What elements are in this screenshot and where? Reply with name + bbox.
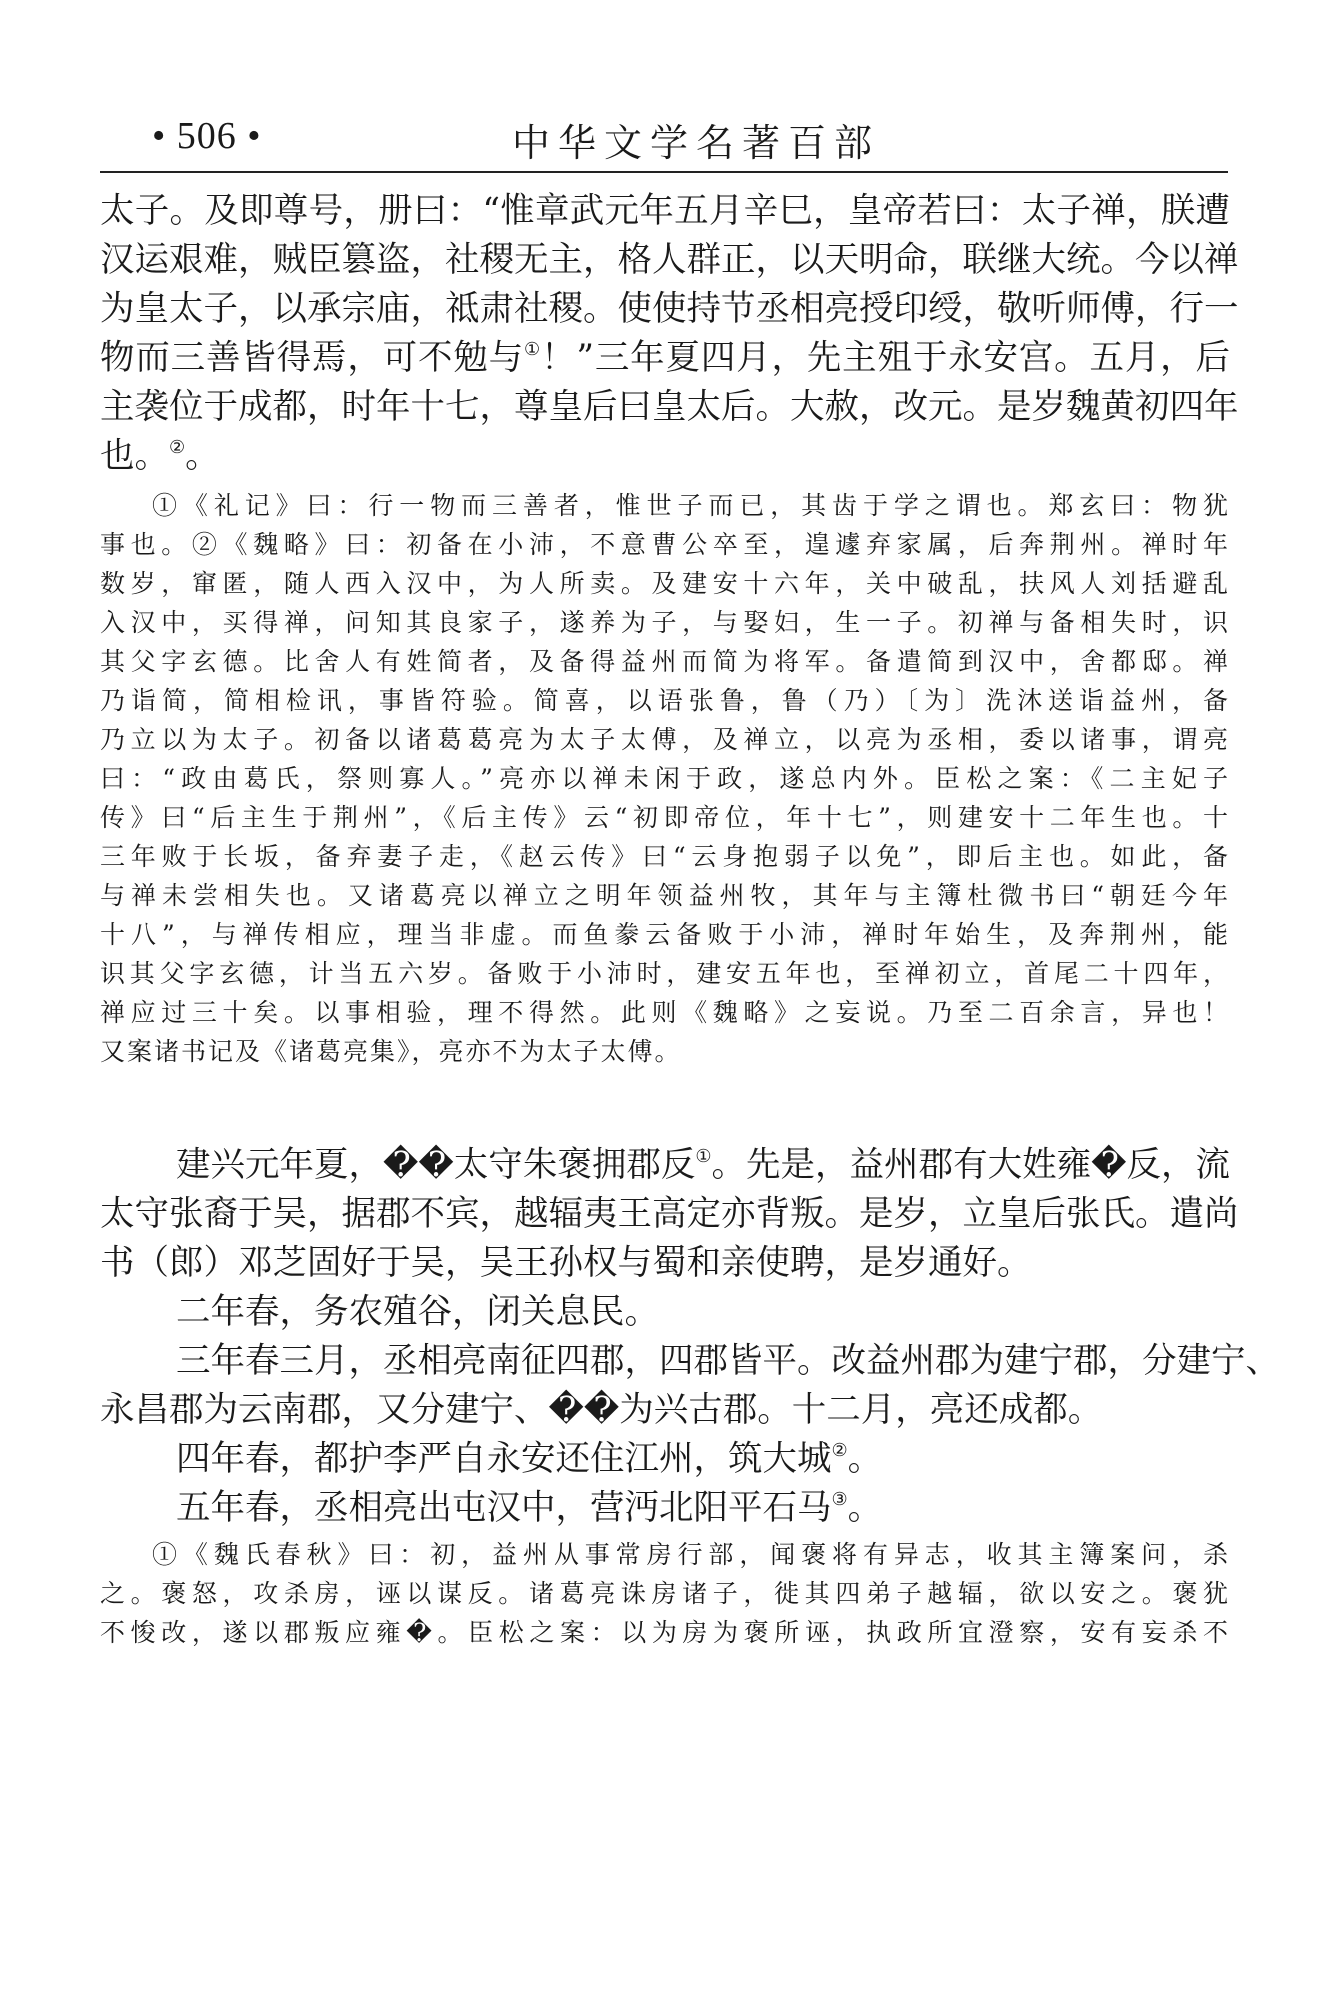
note-line: 事也。②《魏略》曰：初备在小沛，不意曹公卒至，遑遽弃家属，后奔荆州。禅时年: [100, 530, 1230, 559]
note-line: 传》曰“后主生于荆州”，《后主传》云“初即帝位，年十七”，则建安十二年生也。十: [100, 803, 1230, 832]
note-line: 又案诸书记及《诸葛亮集》，亮亦不为太子太傅。: [100, 1037, 682, 1066]
footnote-marker: ②: [169, 437, 186, 458]
book-title: 中华文学名著百部: [512, 121, 881, 165]
note-line: 之。褒怒，攻杀房，诬以谋反。诸葛亮诛房诸子，徙其四弟子越辐，欲以安之。褒犹: [100, 1579, 1230, 1608]
text-line: 汉运艰难，贼臣篡盗，社稷无主，格人群正，以天明命，联继大统。今以禅: [100, 240, 1239, 280]
page-number: • 506 •: [152, 115, 262, 157]
text-line: 书（郎）邓芝固好于吴，吴王孙权与蜀和亲使聘，是岁通好。: [100, 1243, 1032, 1283]
note-line: 三年败于长坂，备弃妻子走，《赵云传》曰“云身抱弱子以免”，即后主也。如此，备: [100, 842, 1230, 871]
text-line: 为皇太子，以承宗庙，祗肃社稷。使使持节丞相亮授印绶，敬听师傅，行一: [100, 289, 1239, 329]
note-line: 识其父字玄德，计当五六岁。备败于小沛时，建安五年也，至禅初立，首尾二十四年，: [100, 959, 1230, 988]
footnote-marker: ①: [695, 1146, 712, 1167]
note-line: ①《魏氏春秋》曰：初，益州从事常房行部，闻褒将有异志，收其主簿案问，杀: [152, 1540, 1230, 1569]
page-header: [100, 108, 1230, 170]
note-line: 乃诣简，简相检讯，事皆符验。简喜，以语张鲁，鲁（乃）〔为〕洗沐送诣益州，备: [100, 686, 1230, 715]
note-line: 不悛改，遂以郡叛应雍�。臣松之案：以为房为褒所诬，执政所宜澄察，安有妄杀不: [100, 1618, 1230, 1647]
text-line: 主袭位于成都，时年十七，尊皇后曰皇太后。大赦，改元。是岁魏黄初四年: [100, 387, 1239, 427]
note-line: 乃立以为太子。初备以诸葛葛亮为太子太傅，及禅立，以亮为丞相，委以诸事，谓亮: [100, 725, 1230, 754]
footnote-marker: ①: [524, 339, 542, 360]
note-line: 禅应过三十矣。以事相验，理不得然。此则《魏略》之妄说。乃至二百余言，异也！: [100, 998, 1230, 1027]
note-line: 十八”，与禅传相应，理当非虚。而鱼豢云备败于小沛，禅时年始生，及奔荆州，能: [100, 920, 1230, 949]
note-line: 数岁，窜匿，随人西入汉中，为人所卖。及建安十六年，关中破乱，扶风人刘括避乱: [100, 569, 1230, 598]
text-line: 三年春三月，丞相亮南征四郡，四郡皆平。改益州郡为建宁郡，分建宁、: [176, 1341, 1280, 1381]
text-line: 永昌郡为云南郡，又分建宁、��为兴古郡。十二月，亮还成都。: [100, 1390, 1103, 1430]
footnote-marker: ③: [831, 1489, 848, 1510]
text-line: 物而三善皆得焉，可不勉与①！”三年夏四月，先主殂于永安宫。五月，后: [100, 338, 1231, 378]
note-line: ①《礼记》曰：行一物而三善者，惟世子而已，其齿于学之谓也。郑玄曰：物犹: [152, 491, 1230, 520]
text-line: 太子。及即尊号，册曰：“惟章武元年五月辛巳，皇帝若曰：太子禅，朕遭: [100, 191, 1230, 231]
note-line: 曰：“政由葛氏，祭则寡人。”亮亦以禅未闲于政，遂总内外。臣松之案：《二主妃子: [100, 764, 1230, 793]
text-line: 四年春，都护李严自永安还住江州，筑大城②。: [176, 1439, 883, 1479]
note-line: 其父字玄德。比舍人有姓简者，及备得益州而简为将军。备遣简到汉中，舍都邸。禅: [100, 647, 1230, 676]
footnote-marker: ②: [831, 1440, 848, 1461]
note-line: 与禅未尝相失也。又诸葛亮以禅立之明年领益州牧，其年与主簿杜微书曰“朝廷今年: [100, 881, 1230, 910]
text-line: 也。②。: [100, 436, 220, 476]
note-line: 入汉中，买得禅，问知其良家子，遂养为子，与娶妇，生一子。初禅与备相失时，识: [100, 608, 1230, 637]
header-rule: [100, 171, 1228, 173]
text-line: 太守张裔于吴，据郡不宾，越辐夷王高定亦背叛。是岁，立皇后张氏。遣尚: [100, 1194, 1239, 1234]
text-line: 五年春，丞相亮出屯汉中，营沔北阳平石马③。: [176, 1488, 883, 1528]
text-line: 建兴元年夏，��太守朱褒拥郡反①。先是，益州郡有大姓雍�反，流: [176, 1145, 1230, 1185]
text-line: 二年春，务农殖谷，闭关息民。: [176, 1292, 659, 1332]
